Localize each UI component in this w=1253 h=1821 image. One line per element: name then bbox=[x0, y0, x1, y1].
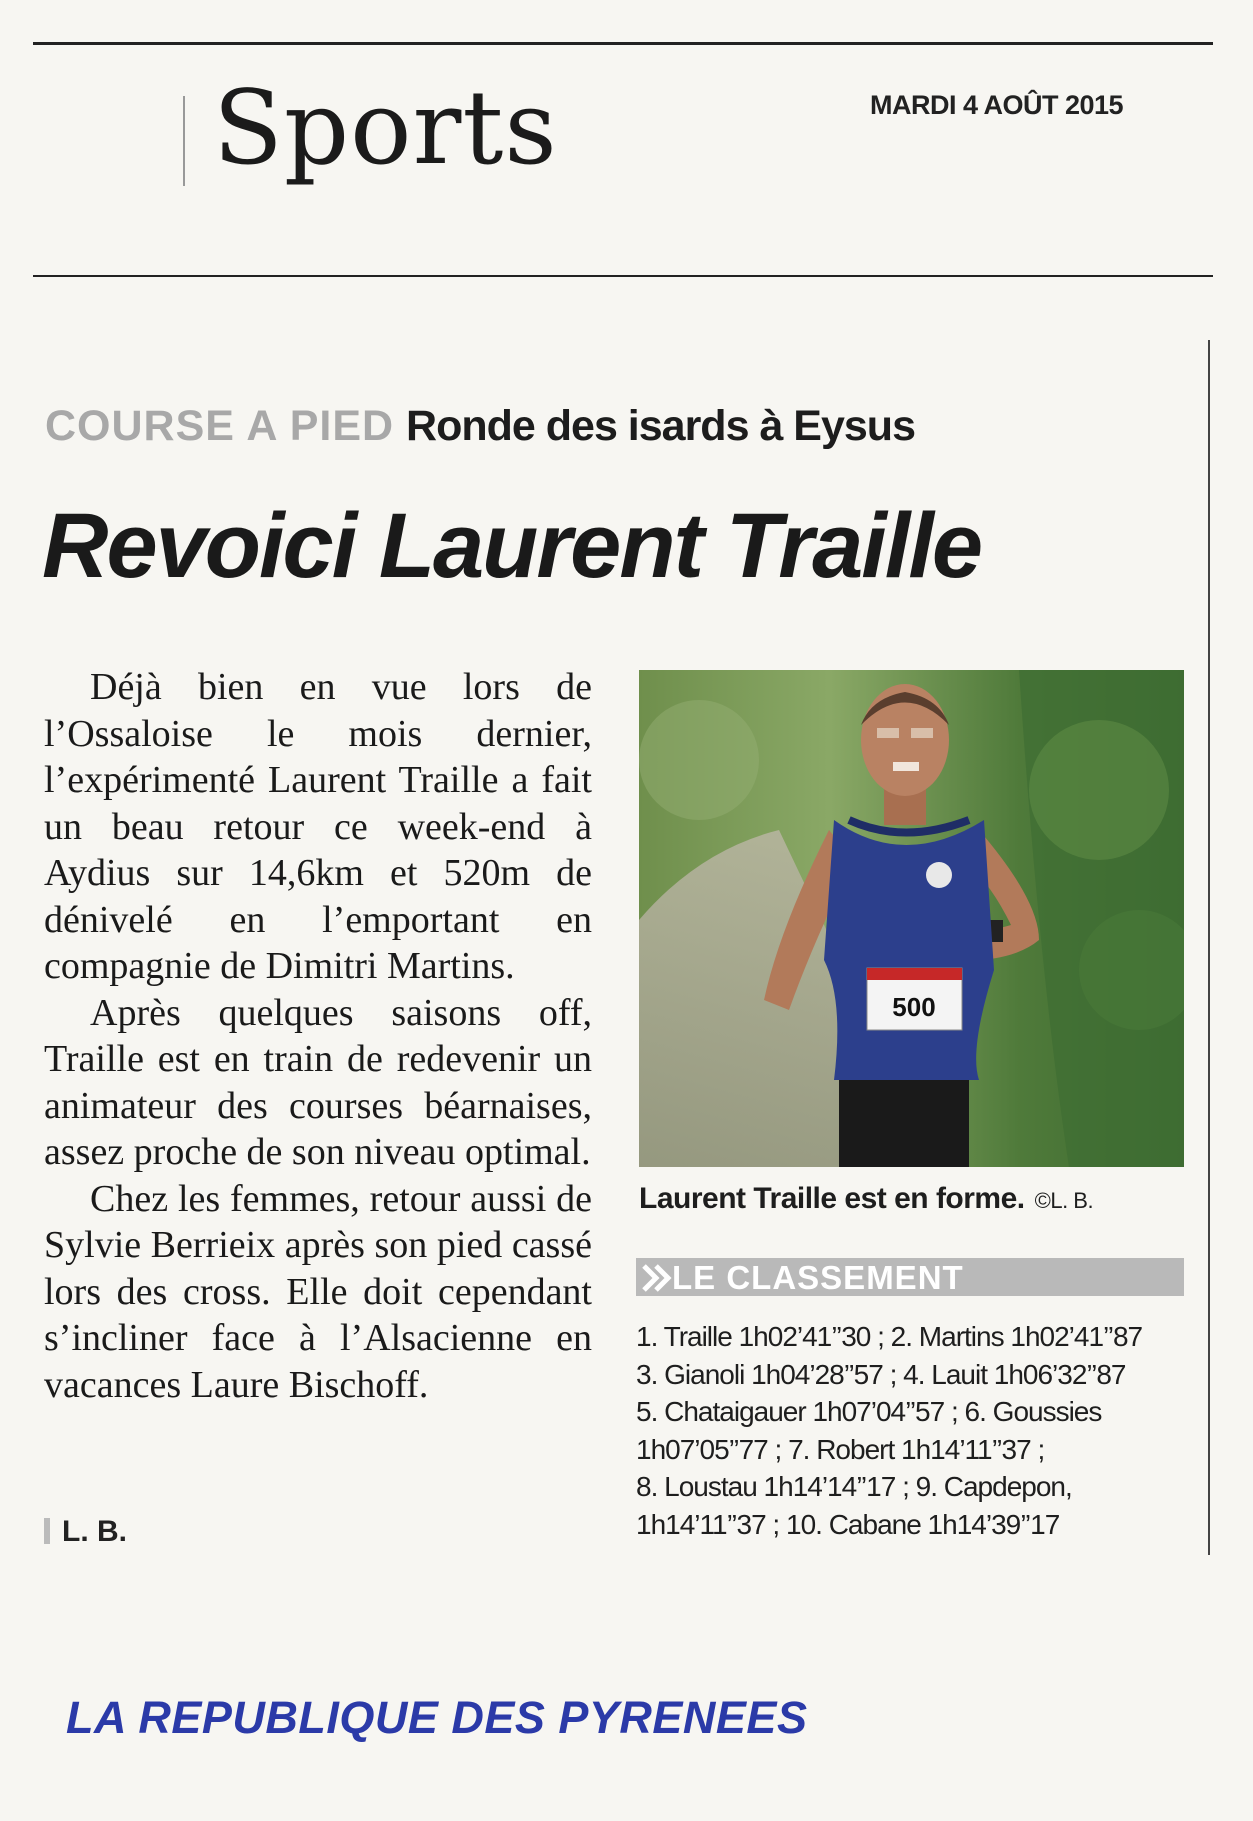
kicker-category: COURSE A PIED bbox=[45, 402, 395, 450]
photo-caption-text: Laurent Traille est en forme. bbox=[639, 1182, 1025, 1215]
section-title: Sports bbox=[213, 69, 558, 188]
newspaper-source: LA REPUBLIQUE DES PYRENEES bbox=[66, 1692, 808, 1743]
ranking-line: 1h14’11’’37 ; 10. Cabane 1h14’39’’17 bbox=[636, 1508, 1060, 1540]
ranking-line: 5. Chataigauer 1h07’04’’57 ; 6. Goussies bbox=[636, 1396, 1102, 1427]
byline bbox=[44, 1515, 127, 1549]
top-rule bbox=[33, 42, 1213, 45]
right-column-rule bbox=[1208, 340, 1210, 1555]
kicker-subtitle: Ronde des isards à Eysus bbox=[406, 402, 915, 450]
article-paragraph: Déjà bien en vue lors de l’Ossaloise le mois dernier, l’expérimenté Laurent Traille a fait un beau retour ce week-end à Aydius sur 14,6km et 520m de dénivelé en l’emportant en compagnie de Dimitri Martins. bbox=[44, 666, 592, 987]
byline-marker bbox=[44, 1518, 50, 1544]
runner-photo bbox=[639, 670, 1184, 1167]
section-divider-tick bbox=[183, 96, 185, 186]
ranking-title: LE CLASSEMENT bbox=[672, 1259, 964, 1296]
article-body bbox=[44, 664, 592, 1408]
publication-date: MARDI 4 AOÛT 2015 bbox=[870, 90, 1124, 120]
bib-number: 500 bbox=[892, 992, 936, 1022]
header-bottom-rule bbox=[33, 275, 1213, 277]
ranking-line: 3. Gianoli 1h04’28’’57 ; 4. Lauit 1h06’32’’87 bbox=[636, 1358, 1126, 1390]
chevron-right-icon bbox=[640, 1262, 674, 1294]
ranking-line: 1h07’05’’77 ; 7. Robert 1h14’11’’37 ; bbox=[636, 1433, 1045, 1465]
kicker bbox=[45, 402, 915, 450]
ranking-list bbox=[636, 1318, 1196, 1543]
headline: Revoici Laurent Traille bbox=[42, 495, 982, 597]
runner-photo-illustration bbox=[639, 670, 1184, 1167]
ranking-line: 1. Traille 1h02’41’’30 ; 2. Martins 1h02’41’’87 bbox=[636, 1321, 1143, 1352]
byline-text: L. B. bbox=[62, 1515, 127, 1548]
photo-caption bbox=[639, 1182, 1093, 1216]
article-paragraph: Chez les femmes, retour aussi de Sylvie Berrieix après son pied cassé lors des cross. Elle doit cependant s’incliner face à l’Alsacienne en vacances Laure Bischoff. bbox=[44, 1177, 592, 1406]
photo-credit: ©L. B. bbox=[1034, 1188, 1094, 1213]
article-paragraph: Après quelques saisons off, Traille est en train de redevenir un animateur des courses béarnaises, assez proche de son niveau optimal. bbox=[44, 991, 592, 1173]
ranking-line: 8. Loustau 1h14’14’’17 ; 9. Capdepon, bbox=[636, 1471, 1072, 1502]
